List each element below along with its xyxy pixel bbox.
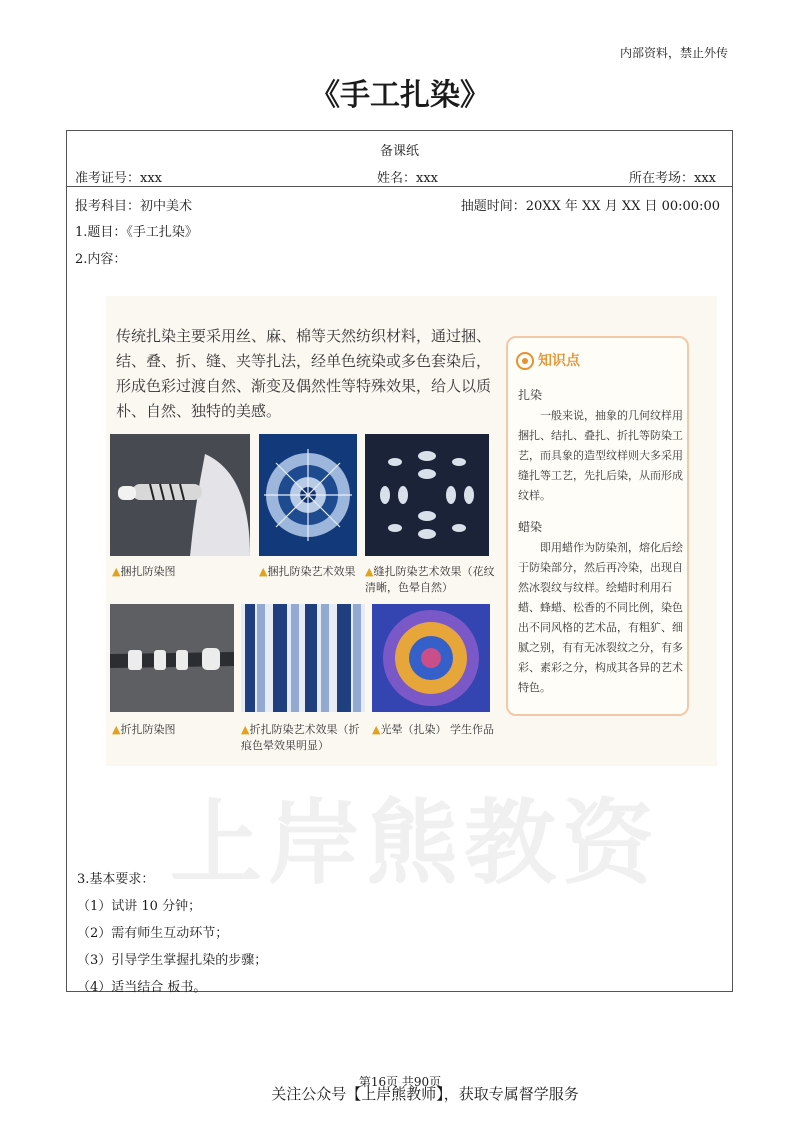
caption: ▲折扎防染艺术效果（折痕色晕效果明显）	[241, 723, 360, 752]
page-number: 第16页 共90页	[358, 1075, 442, 1089]
exam-id: 准考证号：xxx	[75, 171, 162, 186]
sheet-title: 备课纸	[379, 144, 419, 159]
textbook-excerpt	[106, 296, 717, 766]
knowledge-text: 即用蜡作为防染剂，熔化后绘于防染部分，然后再冷染，出现自然冰裂纹与纹样。绘蜡时利用石蜡、蜂蜡、松香的不同比例，染色出不同风格的艺术品，有粗犷、细腻之别，有有无冰裂纹之分，有多彩、素彩之分，构成其各异的艺术特色。	[518, 541, 683, 694]
caption: ▲缝扎防染艺术效果（花纹清晰，色晕自然）	[365, 565, 495, 594]
watermark: 上岸熊教资	[170, 790, 661, 897]
sheet-header	[67, 131, 732, 187]
photo-stitch-effect	[365, 434, 489, 556]
knowledge-box	[506, 336, 689, 716]
footer-note: 关注公众号【上岸熊教师】，获取专属督学服务	[271, 1085, 579, 1103]
page-title: 《手工扎染》	[310, 78, 490, 113]
textbook-intro: 传统扎染主要采用丝、麻、棉等天然纺织材料，通过捆、结、叠、折、缝、夹等扎法，经单色统染或多色套染后，形成色彩过渡自然、渐变及偶然性等特殊效果，给人以质朴、自然、独特的美感。	[116, 327, 492, 420]
requirements-label: 3.基本要求：	[77, 872, 155, 887]
draw-time: 抽题时间：20XX 年 XX 月 XX 日 00:00:00	[460, 199, 720, 214]
photo-folding-effect	[241, 604, 365, 712]
requirement-item: （4）适当结合 板书。	[77, 980, 207, 995]
caption: ▲捆扎防染图	[112, 565, 176, 578]
candidate-name: 姓名：xxx	[377, 171, 438, 186]
knowledge-point-icon	[516, 352, 534, 370]
knowledge-term: 扎染	[518, 388, 543, 402]
knowledge-text: 一般来说，抽象的几何纹样用捆扎、结扎、叠扎、折扎等防染工艺，而具象的造型纹样则大多采用缝扎等工艺，先扎后染，从而形成纹样。	[518, 409, 683, 502]
caption: ▲捆扎防染艺术效果	[259, 565, 356, 578]
subject: 报考科目：初中美术	[75, 199, 193, 214]
content-label: 2.内容：	[75, 252, 127, 267]
knowledge-term: 蜡染	[518, 520, 543, 534]
photo-folding-dye	[110, 604, 234, 712]
exam-site: 所在考场：xxx	[629, 171, 716, 186]
requirement-item: （2）需有师生互动环节；	[77, 926, 229, 941]
knowledge-heading: 知识点	[516, 350, 580, 370]
photo-binding-effect	[259, 434, 357, 556]
caption: ▲光晕（扎染） 学生作品	[372, 723, 494, 736]
photo-binding-dye	[110, 434, 250, 556]
requirement-item: （3）引导学生掌握扎染的步骤；	[77, 953, 268, 968]
topic: 1.题目：《手工扎染》	[75, 225, 198, 240]
confidential-note: 内部资料，禁止外传	[619, 46, 728, 60]
requirement-item: （1）试讲 10 分钟；	[77, 899, 202, 914]
caption: ▲折扎防染图	[112, 723, 176, 736]
photo-halo-student	[372, 604, 490, 712]
